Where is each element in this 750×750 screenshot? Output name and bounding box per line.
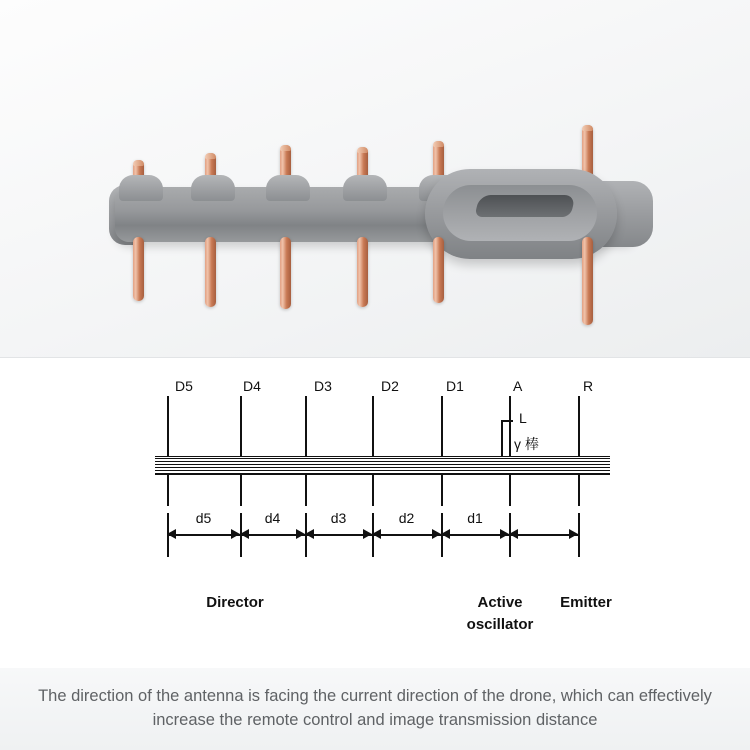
dim-line-d2 xyxy=(372,534,441,536)
group-label-emitter: Emitter xyxy=(560,594,612,611)
element-label-d4: D4 xyxy=(243,378,261,394)
antenna-head-slot xyxy=(474,195,575,217)
dim-arrow-right-d2 xyxy=(432,529,441,539)
dim-label-d1: d1 xyxy=(467,510,483,526)
dim-tick-r xyxy=(578,513,580,557)
element-line-d3 xyxy=(305,396,307,506)
schematic-boom xyxy=(155,456,610,475)
element-line-d4 xyxy=(240,396,242,506)
group-label-director: Director xyxy=(206,594,264,611)
antenna-photo xyxy=(95,125,655,335)
caption-text xyxy=(22,685,728,733)
gamma-match-bracket-icon xyxy=(501,420,513,460)
antenna-bump-d3 xyxy=(266,175,310,201)
caption-line-2: effectively increase the remote control and image transmission distance xyxy=(152,687,712,729)
dim-arrow-left-d3 xyxy=(305,529,314,539)
dim-label-d5: d5 xyxy=(195,510,212,526)
element-line-r xyxy=(578,396,580,506)
dim-arrow-right-d3 xyxy=(363,529,372,539)
rod-tip-icon xyxy=(357,147,368,153)
dim-label-d2: d2 xyxy=(398,510,415,526)
group-label-oscillator: oscillator xyxy=(466,616,534,633)
antenna-bump-d5 xyxy=(119,175,163,201)
dim-arrow-right-d5 xyxy=(231,529,240,539)
dim-line-d3 xyxy=(305,534,372,536)
dim-arrow-right-d1 xyxy=(500,529,509,539)
rod-bottom-d3 xyxy=(280,237,291,309)
antenna-photo-panel xyxy=(0,0,750,358)
antenna-bump-d4 xyxy=(191,175,235,201)
rod-tip-icon xyxy=(433,141,444,147)
rod-tip-icon xyxy=(280,145,291,151)
rod-bottom-d1 xyxy=(433,237,444,303)
rod-tip-icon xyxy=(133,160,144,166)
antenna-head-inner xyxy=(443,185,597,241)
dim-arrow-right-a-r xyxy=(569,529,578,539)
antenna-schematic-panel xyxy=(0,358,750,668)
gamma-rod-label: γ 棒 xyxy=(514,436,539,452)
dim-line-d5 xyxy=(167,534,240,536)
dim-arrow-left-d1 xyxy=(441,529,450,539)
element-label-d1: D1 xyxy=(446,378,464,394)
dim-arrow-right-d4 xyxy=(296,529,305,539)
element-label-d2: D2 xyxy=(381,378,399,394)
antenna-bump-d2 xyxy=(343,175,387,201)
caption-line-1: The direction of the antenna is facing the current direction of the drone, which can xyxy=(38,687,635,706)
element-label-d3: D3 xyxy=(314,378,332,394)
rod-bottom-d4 xyxy=(205,237,216,307)
rod-bottom-d2 xyxy=(357,237,368,307)
rod-bottom-reflector xyxy=(582,237,593,325)
element-label-a: A xyxy=(513,378,523,394)
dim-arrow-left-d5 xyxy=(167,529,176,539)
element-line-d1 xyxy=(441,396,443,506)
rod-tip-icon xyxy=(205,153,216,159)
dim-line-d1 xyxy=(441,534,509,536)
element-line-d2 xyxy=(372,396,374,506)
element-label-d5: D5 xyxy=(175,378,193,394)
dim-arrow-left-d4 xyxy=(240,529,249,539)
group-label-active: Active xyxy=(477,594,523,611)
element-label-r: R xyxy=(583,378,594,394)
dim-arrow-left-d2 xyxy=(372,529,381,539)
caption-panel xyxy=(0,668,750,750)
dim-label-d4: d4 xyxy=(264,510,281,526)
gamma-length-label: L xyxy=(519,410,527,426)
dim-label-d3: d3 xyxy=(330,510,347,526)
dim-line-a-r xyxy=(509,534,578,536)
dim-arrow-left-a-r xyxy=(509,529,518,539)
rod-tip-icon xyxy=(582,125,593,131)
rod-bottom-d5 xyxy=(133,237,144,301)
element-line-d5 xyxy=(167,396,169,506)
